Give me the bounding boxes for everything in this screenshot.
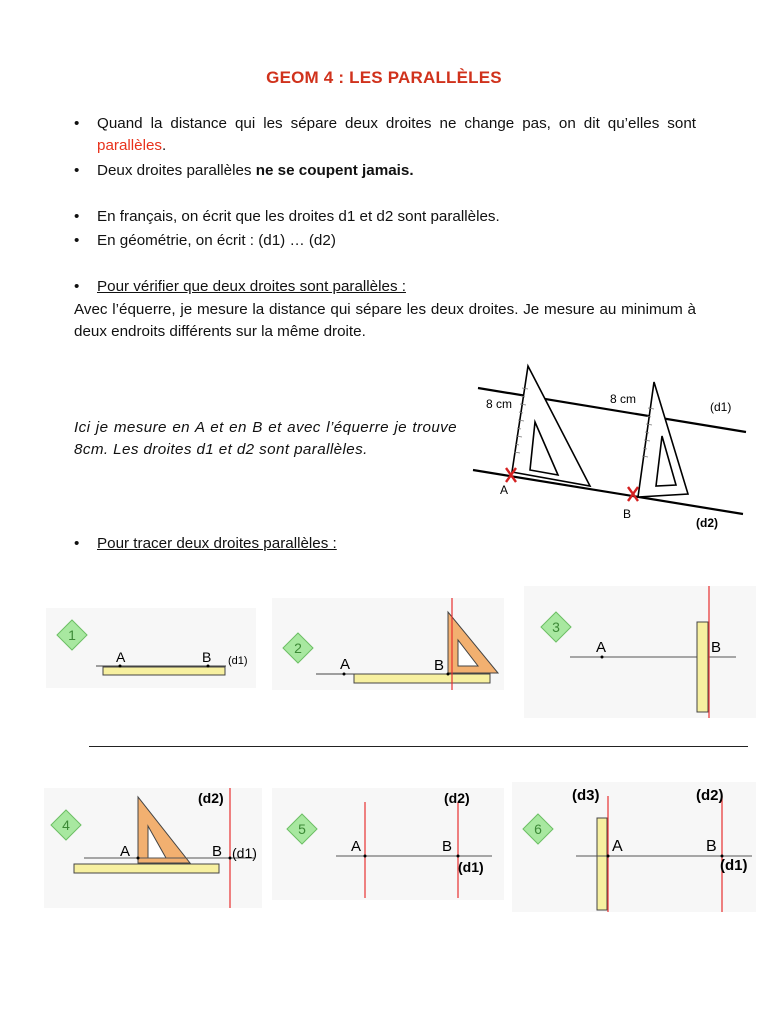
parallel-figure — [468, 358, 758, 536]
section-heading-trace — [74, 533, 696, 555]
point-label-a: A — [340, 656, 351, 673]
point-label-a: A — [351, 838, 362, 855]
line-label-d1: (d1) — [710, 400, 732, 414]
svg-text:5: 5 — [298, 821, 306, 837]
heading-text: Pour tracer deux droites parallèles : — [97, 535, 337, 552]
svg-text:4: 4 — [62, 817, 70, 833]
point-label-a: A — [612, 838, 623, 855]
bullet-dot: • — [74, 278, 80, 295]
bullet-item — [74, 113, 696, 157]
point-label-b: B — [623, 507, 632, 521]
bullet-dot: • — [74, 232, 80, 249]
step-2-panel — [272, 598, 504, 690]
set-square-a — [512, 366, 590, 486]
bullet-item — [74, 160, 696, 182]
point-label-b: B — [212, 843, 223, 860]
ruler-icon — [697, 622, 708, 712]
bullet-dot: • — [74, 208, 80, 225]
bullet-text: En géométrie, on écrit : (d1) … (d2) — [97, 232, 336, 249]
svg-text:1: 1 — [68, 627, 76, 643]
heading-text: Pour vérifier que deux droites sont parallèles : — [97, 278, 406, 295]
step-5-panel — [272, 788, 504, 900]
bullet-dot: • — [74, 115, 80, 132]
ruler-icon — [103, 667, 225, 675]
bullet-text-end: . — [162, 137, 167, 154]
line-label-d1: (d1) — [720, 857, 748, 874]
bullet-dot: • — [74, 535, 80, 552]
point-label-b: B — [434, 657, 445, 674]
step-6-panel — [512, 782, 756, 912]
bold-phrase: ne se coupent jamais. — [255, 162, 414, 179]
set-square-b — [638, 382, 688, 497]
measure-label-a: 8 cm — [486, 397, 513, 411]
bullet-text: En français, on écrit que les droites d1 et d2 sont parallèles. — [97, 208, 500, 225]
section-heading-verify — [74, 276, 696, 298]
line-label-d1: (d1) — [228, 655, 248, 667]
line-label-d3: (d3) — [572, 787, 600, 804]
bullet-dot: • — [74, 162, 80, 179]
ruler-icon — [597, 818, 607, 910]
line-label-d1: (d1) — [458, 859, 484, 875]
point-label-b: B — [706, 838, 717, 855]
svg-text:3: 3 — [552, 619, 560, 635]
line-label-d2: (d2) — [696, 787, 724, 804]
point-label-a: A — [596, 639, 607, 656]
verify-paragraph: Avec l’équerre, je mesure la distance qui sépare les deux droites. Je mesure au minimum à deux endroits différents sur la même droite. — [74, 301, 696, 340]
svg-text:6: 6 — [534, 821, 542, 837]
page-title: GEOM 4 : LES PARALLÈLES — [266, 68, 502, 87]
svg-text:2: 2 — [294, 640, 302, 656]
step-4-panel — [44, 788, 262, 908]
ruler-icon — [354, 674, 490, 683]
step-3-panel — [524, 586, 756, 718]
point-label-b: B — [711, 639, 722, 656]
line-label-d1: (d1) — [232, 845, 257, 861]
bullet-text: Deux droites parallèles — [97, 162, 256, 179]
separator-line — [89, 746, 748, 747]
line-label-d2: (d2) — [696, 516, 718, 530]
point-label-b: B — [442, 838, 453, 855]
example-paragraph: Ici je mesure en A et en B et avec l’équerre je trouve 8cm. Les droites d1 et d2 sont parallèles. — [74, 419, 457, 458]
highlight-word: parallèles — [97, 137, 163, 154]
point-label-a: A — [116, 649, 126, 665]
line-label-d2: (d2) — [198, 790, 224, 806]
line-label-d2: (d2) — [444, 790, 470, 806]
mark-b-icon — [628, 487, 638, 501]
ruler-icon — [74, 864, 219, 873]
bullet-item — [74, 230, 696, 252]
measure-label-b: 8 cm — [610, 392, 637, 406]
bullet-item — [74, 206, 696, 228]
point-label-b: B — [202, 649, 212, 665]
bullet-text: Quand la distance qui les sépare deux droites ne change pas, on dit qu’elles sont — [97, 115, 696, 132]
step-1-panel — [46, 608, 256, 688]
point-label-a: A — [500, 483, 509, 497]
point-label-a: A — [120, 843, 131, 860]
